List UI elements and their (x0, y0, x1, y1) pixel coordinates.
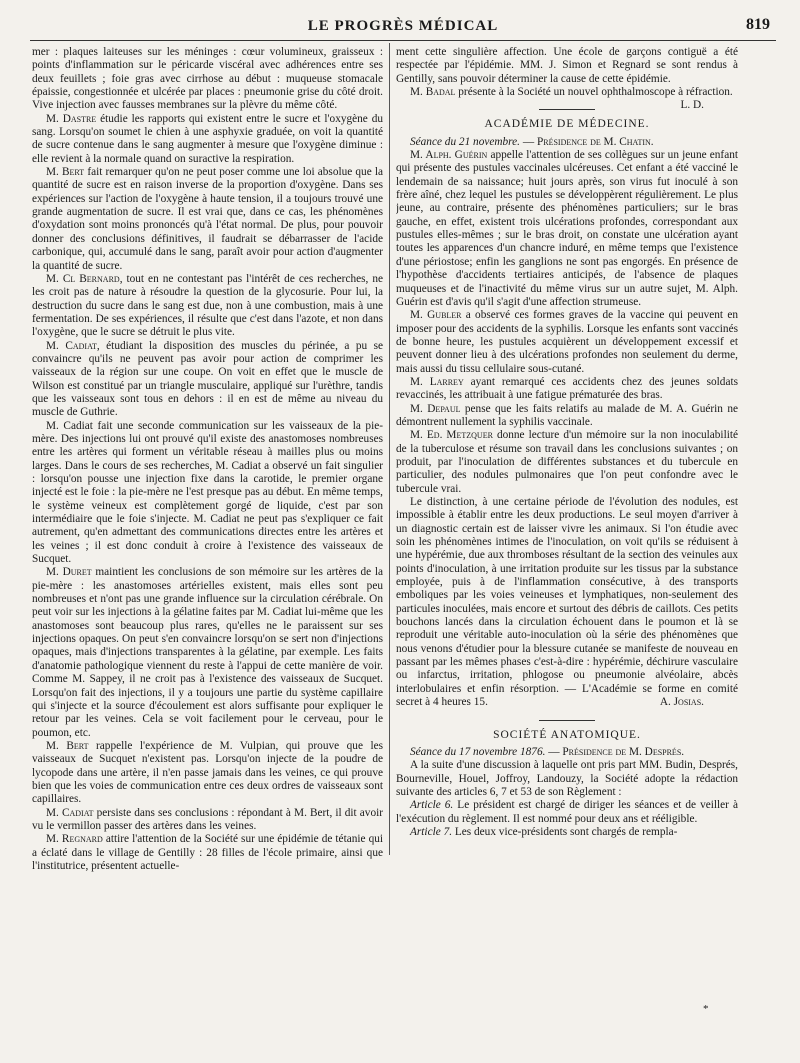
speaker-name: M. Ed. Metzquer (410, 429, 493, 442)
paragraph-text: pense que les faits relatifs au malade de M. A. Guérin ne démontrent nullement la syphilis vaccinale. (396, 402, 738, 428)
paragraph-text: présente à la Société un nouvel ophthalmoscope à réfraction. (455, 86, 733, 99)
session-president: — Présidence de M. Chatin. (520, 135, 654, 148)
paragraph: M. Cadiat fait une seconde communication sur les vaisseaux de la pie-mère. Des injections lui ont prouvé qu'il existe des anastomoses nombreuses entre les artères qui forment un véritable réseau à mailles plus ou moins larges. Dans le cours de ses recherches, M. Cadiat a observé un fait singulier : lorsqu'on pousse une injection fixe dans la carotide, le premier organe injecté est le foie : la pie-mère ne l'est presque pas au début. En même temps, le système veineux est complètement gorgé de liquide, c'est par son intermédiaire que le foie s'injecte. M. Cadiat ne peut pas s'expliquer ce fait autrement, qu'en admettant des communications directes entre les artères et les veines ; il est donc conduit à croire à l'existence des vaisseaux de Sucquet. (32, 419, 383, 566)
session-heading (396, 746, 738, 759)
author-signature: L. D. (680, 99, 704, 112)
paragraph-text: étudie les rapports qui existent entre le sucre et l'oxygène du sang. Lorsqu'on soumet le chien à une asphyxie graduée, on voit la quantité de sucre contenue dans le sang augmenter à mesure que l'oxygène diminue : elle revient à la normale quand on suractive la respiration. (32, 112, 383, 165)
section-title: ACADÉMIE DE MÉDECINE. (484, 118, 650, 131)
session-date: Séance du 17 novembre 1876. (410, 745, 546, 758)
left-column (32, 46, 383, 1056)
paragraph: A la suite d'une discussion à laquelle ont pris part MM. Budin, Després, Bourneville, Houel, Joffroy, Landouzy, la Société adopte la rédaction suivante des articles 6, 7 et 53 de son Règlement : (396, 759, 738, 798)
page-number: 819 (746, 16, 770, 33)
speaker-name: M. Duret (46, 566, 92, 579)
paragraph-text: maintient les conclusions de son mémoire sur les artères de la pie-mère : les anastomoses artérielles existent, mais elles sont peu nombreuses et n'ont pas une grande influence sur la circulation cérébrale. On peut voir sur les injections à la gélatine faites par M. Cadiat lui-même que les anastomoses sont beaucoup plus rares, qu'elles ne le paraissent sur ses injections opaques. On peut s'en convaincre lorsqu'on se sert non d'injections opaques, mais d'injections transparentes à la gélatine, par exemple. Les faits d'anatomie pathologique viennent du reste à l'appui de cette manière de voir. Comme M. Sappey, il ne croit pas à l'existence des vaisseaux de Sucquet. Lorsqu'on fait des injections, il y a toujours une partie du système capillaire qui s'injecte et la source d'écoulement est alors suffisante pour expliquer le retour par les veines. Cela se voit facilement pour le cerveau, pour le poumon, etc. (32, 566, 383, 739)
paragraph (396, 149, 738, 309)
speaker-name: M. Larrey (410, 375, 464, 388)
paragraph-text: Le distinction, à une certaine période de l'évolution des nodules, est impossible à établir entre les deux productions. Le seul moyen d'arriver à un diagnostic certain est de laisser vivre les animaux. Si l'on étudie avec soin les phénomènes intimes de l'inoculation, on voit qu'ils se réduisent à une hypérémie, due aux thromboses résultant de la section des veinules aux points d'inoculation, à une irritation produite sur les tissus par la substance employée, puis à de l'inflammation consécutive, à des transports emboliques par les voies veineuses et lymphatiques, non-seulement des particules inoculées, mais encore et surtout des débris de caillots. Ces petits bouchons lancés dans la circulation échouent dans le poumon et là se reproduit une véritable auto-inoculation où la série des phénomènes que nous venons d'étudier pour la blessure cutanée se manifeste de nouveau en passant par les mêmes phases c'est-à-dire : hypérémie, déchirure vasculaire ou infarctus, irritation, phlogose ou pneumonie alvéolaire, abcès interlobulaires et enfin résorption. — L'Académie se forme en comité secret à 4 heures 15. (396, 496, 738, 709)
page-header (30, 16, 776, 38)
right-column (396, 46, 738, 1056)
speaker-name: M. Badal (410, 86, 456, 99)
section-title: SOCIÉTÉ ANATOMIQUE. (493, 728, 641, 741)
paragraph-text: donne lecture d'un mémoire sur la non inoculabilité de la tuberculose et résume son travail dans les conclusions suivantes ; on produit, par l'inoculation de différentes substances et du tubercule en particulier, des nodules pulmonaires que l'on peut confondre avec le tubercule vrai. (396, 429, 738, 495)
speaker-name: M. Cadiat (46, 339, 97, 352)
paragraph (32, 113, 383, 166)
section-divider (539, 109, 595, 110)
paragraph-text: Les deux vice-présidents sont chargés de rempla- (452, 825, 678, 838)
section-divider (539, 720, 595, 721)
paragraph-text: fait remarquer qu'on ne peut poser comme une loi absolue que la quantité de sucre est en raison inverse de la proportion d'oxygène. Dans ses expériences sur l'action de l'oxygène à haute tension, il a toujours trouvé une grande augmentation de sucre. Il est vrai que, dans ce cas, les phénomènes d'oxydation sont moins prononcés qu'à l'état normal. De plus, pour pouvoir donner des conclusions définitives, il faudrait se débarrasser de l'acide carbonique, qui, accumulé dans le sang, paraît avoir pour action d'augmenter la quantité de sucre. (32, 166, 383, 272)
paragraph-text: a observé ces formes graves de la vaccine qui peuvent en imposer pour des accidents de la syphilis. Lorsque les enfants sont vaccinés de bonne heure, les pustules acquièrent un développement excessif et peuvent donner lieu à des ulcérations profondes non seulement du derme, mais aussi du tissu cellulaire sous-cutané. (396, 309, 738, 375)
paragraph (396, 86, 738, 112)
paragraph-text: , étudiant la disposition des muscles du périnée, a pu se convaincre qu'ils ne peuvent pas avoir pour action de comprimer les vaisseaux de la région sur une coupe. On voit en effet que le muscle de Wilson est constitué par un triangle musculaire, appliqué sur l'urèthre, tandis que les vaisseaux sont tous en dehors : il en est de même au niveau du muscle de Guthrie. (32, 339, 383, 419)
header-rule (30, 40, 776, 41)
paragraph (32, 166, 383, 273)
paragraph (32, 807, 383, 834)
paragraph (396, 826, 738, 839)
paragraph (396, 376, 738, 403)
paragraph (396, 496, 738, 710)
paragraph (32, 833, 383, 873)
paragraph-text: , tout en ne contestant pas l'intérêt de ces recherches, ne les croit pas de nature à résoudre la question de la glycosurie. Pour lui, la destruction du sucre dans le sang est due, non à une combustion, mais à une fermentation. De ses expériences, il résulte que c'est dans l'azote, et non dans l'oxygène, que le sucre se détruit le plus vite. (32, 272, 383, 339)
paragraph (396, 799, 738, 826)
session-president: — Présidence de M. Després. (545, 745, 685, 758)
article-label: Article 6. (410, 799, 454, 812)
paragraph-text: rappelle l'expérience de M. Vulpian, qui prouve que les vaisseaux de Sucquet n'existent pas. Lorsqu'on injecte de la poudre de lycopode dans une artère, il n'en passe jamais dans les veines, ce qui prouve bien que les voies de communication entre ces deux ordres de vaisseaux sont capillaires. (32, 739, 383, 806)
paragraph-text: ayant remarqué ces accidents chez des jeunes soldats revaccinés, les attribuait à une fatigue prématurée des bras. (396, 375, 738, 402)
paragraph (396, 429, 738, 496)
paragraph-text: persiste dans ses conclusions : répondant à M. Bert, il dit avoir vu le vermillon passer des artères dans les veines. (32, 806, 383, 832)
speaker-name: M. Cadiat (46, 806, 94, 819)
article-label: Article 7. (410, 825, 453, 838)
paragraph (32, 740, 383, 807)
footnote-mark: * (703, 1003, 709, 1015)
session-date: Séance du 21 novembre. (410, 135, 521, 148)
speaker-name: M. Alph. Guérin (410, 149, 488, 162)
journal-title: LE PROGRÈS MÉDICAL (307, 18, 499, 34)
column-divider (389, 43, 390, 855)
speaker-name: M. Cl Bernard (46, 272, 120, 285)
paragraph (396, 309, 738, 376)
author-signature: A. Josias. (659, 696, 704, 709)
paragraph: ment cette singulière affection. Une école de garçons contiguë a été respectée par l'épidémie. MM. J. Simon et Regnard se sont rendus à Gentilly, sans pouvoir déterminer la cause de cette épidémie. (396, 46, 738, 85)
paragraph (32, 566, 383, 739)
speaker-name: M. Gubler (410, 309, 462, 322)
speaker-name: M. Depaul (410, 402, 461, 415)
paragraph (396, 403, 738, 430)
speaker-name: M. Bert (46, 739, 89, 752)
speaker-name: M. Regnard (46, 833, 103, 846)
session-heading (396, 136, 738, 149)
paragraph (32, 273, 383, 340)
paragraph (32, 340, 383, 420)
paragraph-text: Le président est chargé de diriger les séances et de veiller à l'exécution du règlement. Il est nommé pour deux ans et rééligible. (396, 799, 738, 825)
speaker-name: M. Bert (46, 166, 85, 179)
speaker-name: M. Dastre (46, 112, 97, 125)
paragraph: mer : plaques laiteuses sur les méninges : cœur volumineux, graisseux : points d'inflammation sur le péricarde viscéral avec adhérences entre ses deux feuillets ; foie gras avec cirrhose au début : muqueuse stomacale épaissie, congestionnée et ulcérée par places : pneumonie grise du côté droit. Vive injection avec fausses membranes sur la plèvre du même côté. (32, 46, 383, 112)
paragraph-text: attire l'attention de la Société sur une épidémie de tétanie qui a éclaté dans le village de Gentilly : 28 filles de l'école primaire, ainsi que l'institutrice, présentent actuelle- (32, 833, 383, 872)
paragraph-text: appelle l'attention de ses collègues sur un jeune enfant qui présente des pustules vaccinales ulcéreuses. Cet enfant a été vacciné le lendemain de sa naissance; huit jours après, son virus fut inoculé à son frère aîné, chez lequel les pustules se développèrent régulièrement. Le plus jeune, au contraire, présente des phénomènes particuliers; sur le bras gauche, en effet, existent trois ulcérations profondes, correspondant aux pustules elles-mêmes ; sur le bras droit, on constate une ulcération ayant toutes les apparences d'un chancre induré, en même temps que l'existence d'une périostose; enfin les ganglions ne sont pas engorgés. En présence de l'hypothèse d'accidents tertiaires anticipés, de l'absence de plaques muqueuses et de l'inactivité du même virus sur un autre sujet, M. Alph. Guérin est d'avis qu'il s'agit d'une affection strumeuse. (396, 149, 738, 308)
